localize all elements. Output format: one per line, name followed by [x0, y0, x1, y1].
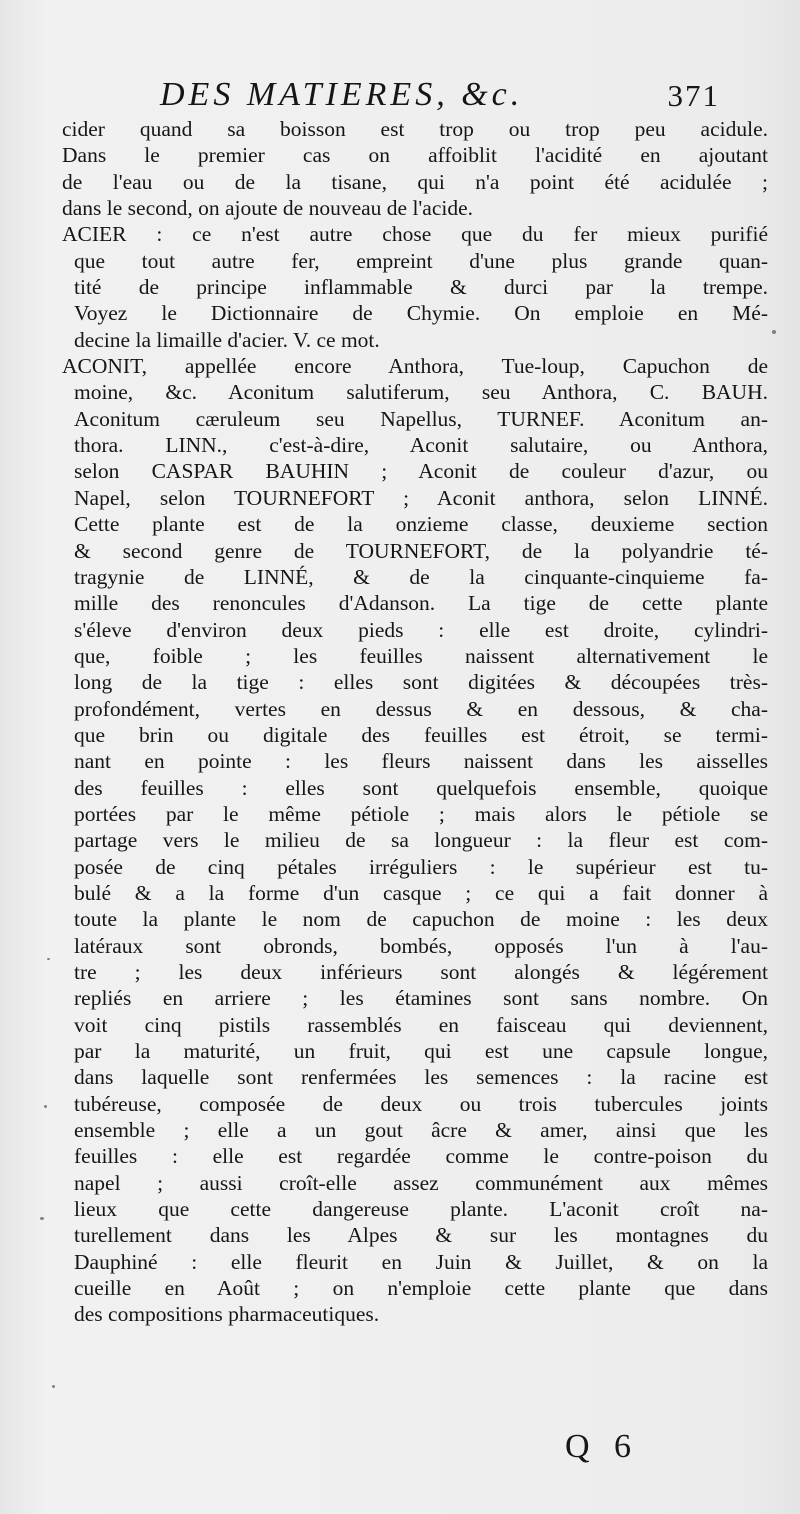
text-line: tragynie de LINNÉ, & de la cinquante-cinquieme fa-: [74, 564, 768, 589]
text-line: latéraux sont obronds, bombés, opposés l'un à l'au-: [74, 933, 768, 958]
text-line: nant en pointe : les fleurs naissent dans les aisselles: [74, 749, 768, 774]
text-line: Cette plante est de la onzieme classe, deuxieme section: [74, 512, 768, 537]
text-line: dans le second, on ajoute de nouveau de l'acide.: [62, 196, 474, 221]
text-line: voit cinq pistils rassemblés en faisceau qui deviennent,: [74, 1012, 768, 1037]
text-line: posée de cinq pétales irréguliers : le supérieur est tu-: [74, 854, 768, 879]
ink-speck: [40, 1217, 44, 1220]
text-line: feuilles : elle est regardée comme le contre-poison du: [74, 1144, 768, 1169]
signature-mark: Q 6: [565, 1428, 640, 1465]
text-line: long de la tige : elles sont digitées & découpées très-: [74, 670, 768, 695]
text-line: s'éleve d'environ deux pieds : elle est droite, cylindri-: [74, 617, 768, 642]
text-line: thora. LINN., c'est-à-dire, Aconit salutaire, ou Anthora,: [74, 433, 768, 458]
text-line: de l'eau ou de la tisane, qui n'a point été acidulée ;: [62, 169, 768, 194]
text-line: Dans le premier cas on affoiblit l'acidité en ajoutant: [62, 143, 768, 168]
text-line: selon CASPAR BAUHIN ; Aconit de couleur d'azur, ou: [74, 459, 768, 484]
text-line: partage vers le milieu de sa longueur : la fleur est com-: [74, 828, 768, 853]
text-line: des compositions pharmaceutiques.: [74, 1302, 380, 1327]
text-line: napel ; aussi croît-elle assez communément aux mêmes: [74, 1170, 768, 1195]
running-title: DES MATIERES, &c.: [160, 76, 524, 113]
ink-speck: [772, 330, 776, 334]
text-line: moine, &c. Aconitum salutiferum, seu Anthora, C. BAUH.: [74, 380, 768, 405]
ink-speck: [44, 1105, 47, 1108]
entry-heading-line-acier: ACIER : ce n'est autre chose que du fer mieux purifié: [62, 222, 768, 247]
running-head: [160, 76, 720, 120]
text-line: Voyez le Dictionnaire de Chymie. On emploie en Mé-: [74, 301, 768, 326]
text-line: lieux que cette dangereuse plante. L'aconit croît na-: [74, 1197, 768, 1222]
entry-heading-line-aconit: ACONIT, appellée encore Anthora, Tue-loup, Capuchon de: [62, 354, 768, 379]
text-line: dans laquelle sont renfermées les semences : la racine est: [74, 1065, 768, 1090]
text-line: que tout autre fer, empreint d'une plus grande quan-: [74, 248, 768, 273]
text-line: cider quand sa boisson est trop ou trop peu acidule.: [62, 117, 768, 141]
text-line: profondément, vertes en dessus & en dessous, & cha-: [74, 696, 768, 721]
body-text: [62, 116, 768, 1328]
text-line: turellement dans les Alpes & sur les montagnes du: [74, 1223, 768, 1248]
text-line: par la maturité, un fruit, qui est une capsule longue,: [74, 1039, 768, 1064]
ink-speck: [47, 958, 50, 960]
text-line: tité de principe inflammable & durci par la trempe.: [74, 275, 768, 300]
text-line: que, foible ; les feuilles naissent alternativement le: [74, 643, 768, 668]
text-line: Aconitum cæruleum seu Napellus, TURNEF. Aconitum an-: [74, 406, 768, 431]
text-line: des feuilles : elles sont quelquefois ensemble, quoique: [74, 775, 768, 800]
text-line: Napel, selon TOURNEFORT ; Aconit anthora, selon LINNÉ.: [74, 485, 768, 510]
text-line: cueille en Août ; on n'emploie cette plante que dans: [74, 1276, 768, 1301]
text-line: bulé & a la forme d'un casque ; ce qui a fait donner à: [74, 880, 768, 905]
text-line: portées par le même pétiole ; mais alors le pétiole se: [74, 801, 768, 826]
text-line: tubéreuse, composée de deux ou trois tubercules joints: [74, 1091, 768, 1116]
text-line: repliés en arriere ; les étamines sont sans nombre. On: [74, 986, 768, 1011]
text-line: mille des renoncules d'Adanson. La tige de cette plante: [74, 591, 768, 616]
text-line: Dauphiné : elle fleurit en Juin & Juillet, & on la: [74, 1249, 768, 1274]
text-line: que brin ou digitale des feuilles est étroit, se termi-: [74, 722, 768, 747]
text-line: ensemble ; elle a un gout âcre & amer, ainsi que les: [74, 1118, 768, 1143]
text-line: & second genre de TOURNEFORT, de la polyandrie té-: [74, 538, 768, 563]
text-line: tre ; les deux inférieurs sont alongés & légérement: [74, 960, 768, 984]
ink-speck: [52, 1385, 55, 1388]
text-line: decine la limaille d'acier. V. ce mot.: [74, 327, 380, 352]
text-line: toute la plante le nom de capuchon de moine : les deux: [74, 907, 768, 932]
page-number: 371: [667, 78, 720, 113]
